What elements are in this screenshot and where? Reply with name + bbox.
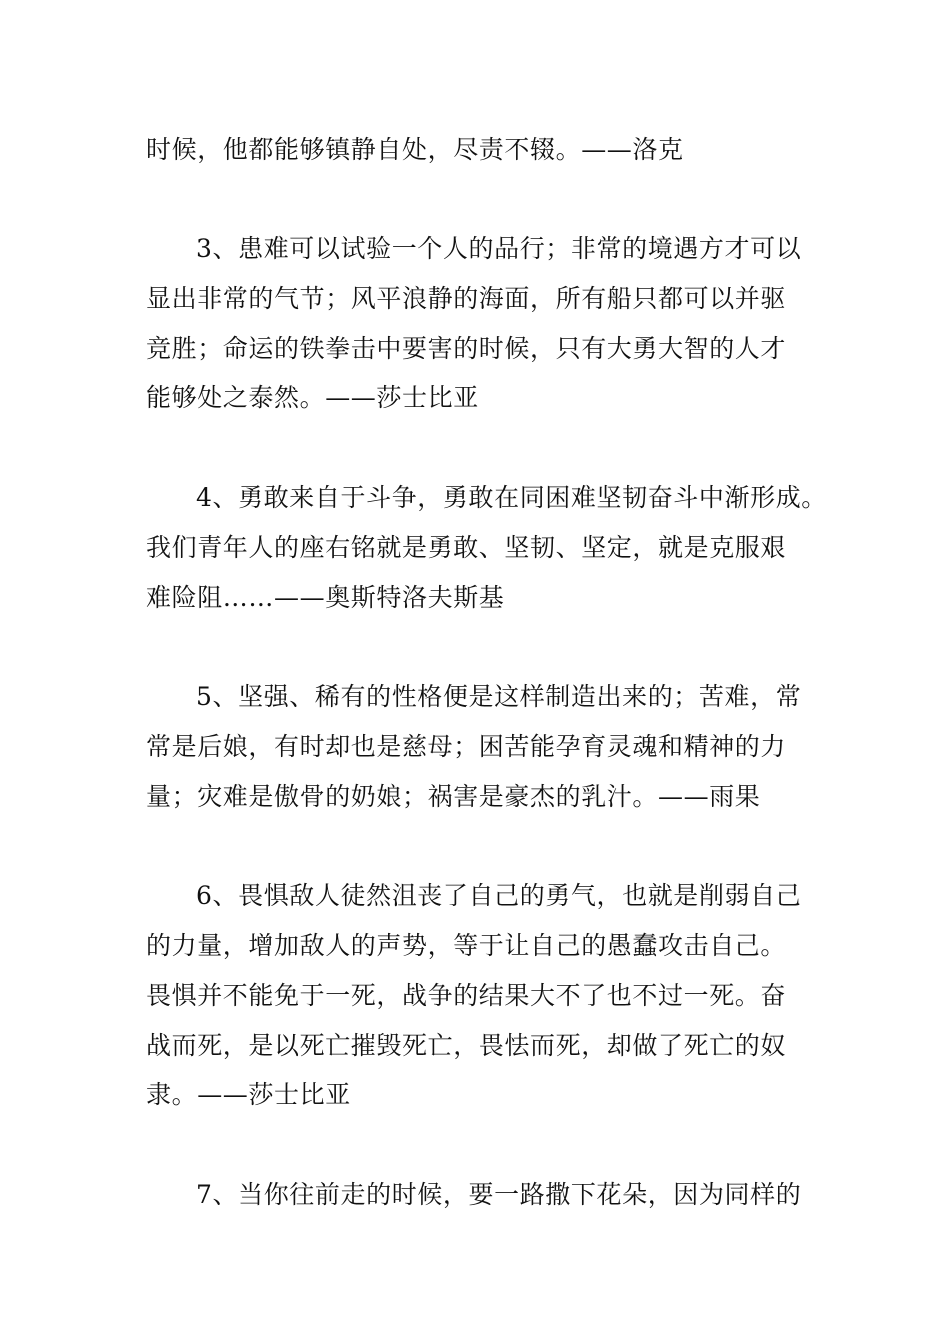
document-page (146, 0, 827, 1344)
text-line: 3、患难可以试验一个人的品行；非常的境遇方才可以 (196, 234, 802, 263)
text-line: 常是后娘，有时却也是慈母；困苦能孕育灵魂和精神的力 (146, 732, 787, 761)
text-line: 时候，他都能够镇静自处，尽责不辍。——洛克 (146, 135, 684, 164)
text-line: 我们青年人的座右铭就是勇敢、坚韧、坚定，就是克服艰 (146, 533, 787, 562)
text-line: 6、畏惧敌人徒然沮丧了自己的勇气，也就是削弱自己 (196, 881, 802, 910)
text-line: 7、当你往前走的时候，要一路撒下花朵，因为同样的 (196, 1180, 802, 1209)
text-line: 隶。——莎士比亚 (146, 1080, 351, 1109)
text-line: 的力量，增加敌人的声势，等于让自己的愚蠢攻击自己。 (146, 931, 787, 960)
text-line: 5、坚强、稀有的性格便是这样制造出来的；苦难，常 (196, 682, 802, 711)
text-line: 4、勇敢来自于斗争，勇敢在同困难坚韧奋斗中渐形成。 (196, 483, 827, 512)
text-line: 难险阻……——奥斯特洛夫斯基 (146, 583, 505, 612)
text-line: 竞胜；命运的铁拳击中要害的时候，只有大勇大智的人才 (146, 334, 787, 363)
text-line: 能够处之泰然。——莎士比亚 (146, 383, 479, 412)
text-line: 畏惧并不能免于一死，战争的结果大不了也不过一死。奋 (146, 981, 787, 1010)
text-line: 战而死，是以死亡摧毁死亡，畏怯而死，却做了死亡的奴 (146, 1031, 787, 1060)
text-line: 显出非常的气节；风平浪静的海面，所有船只都可以并驱 (146, 284, 787, 313)
text-line: 量；灾难是傲骨的奶娘；祸害是豪杰的乳汁。——雨果 (146, 782, 761, 811)
